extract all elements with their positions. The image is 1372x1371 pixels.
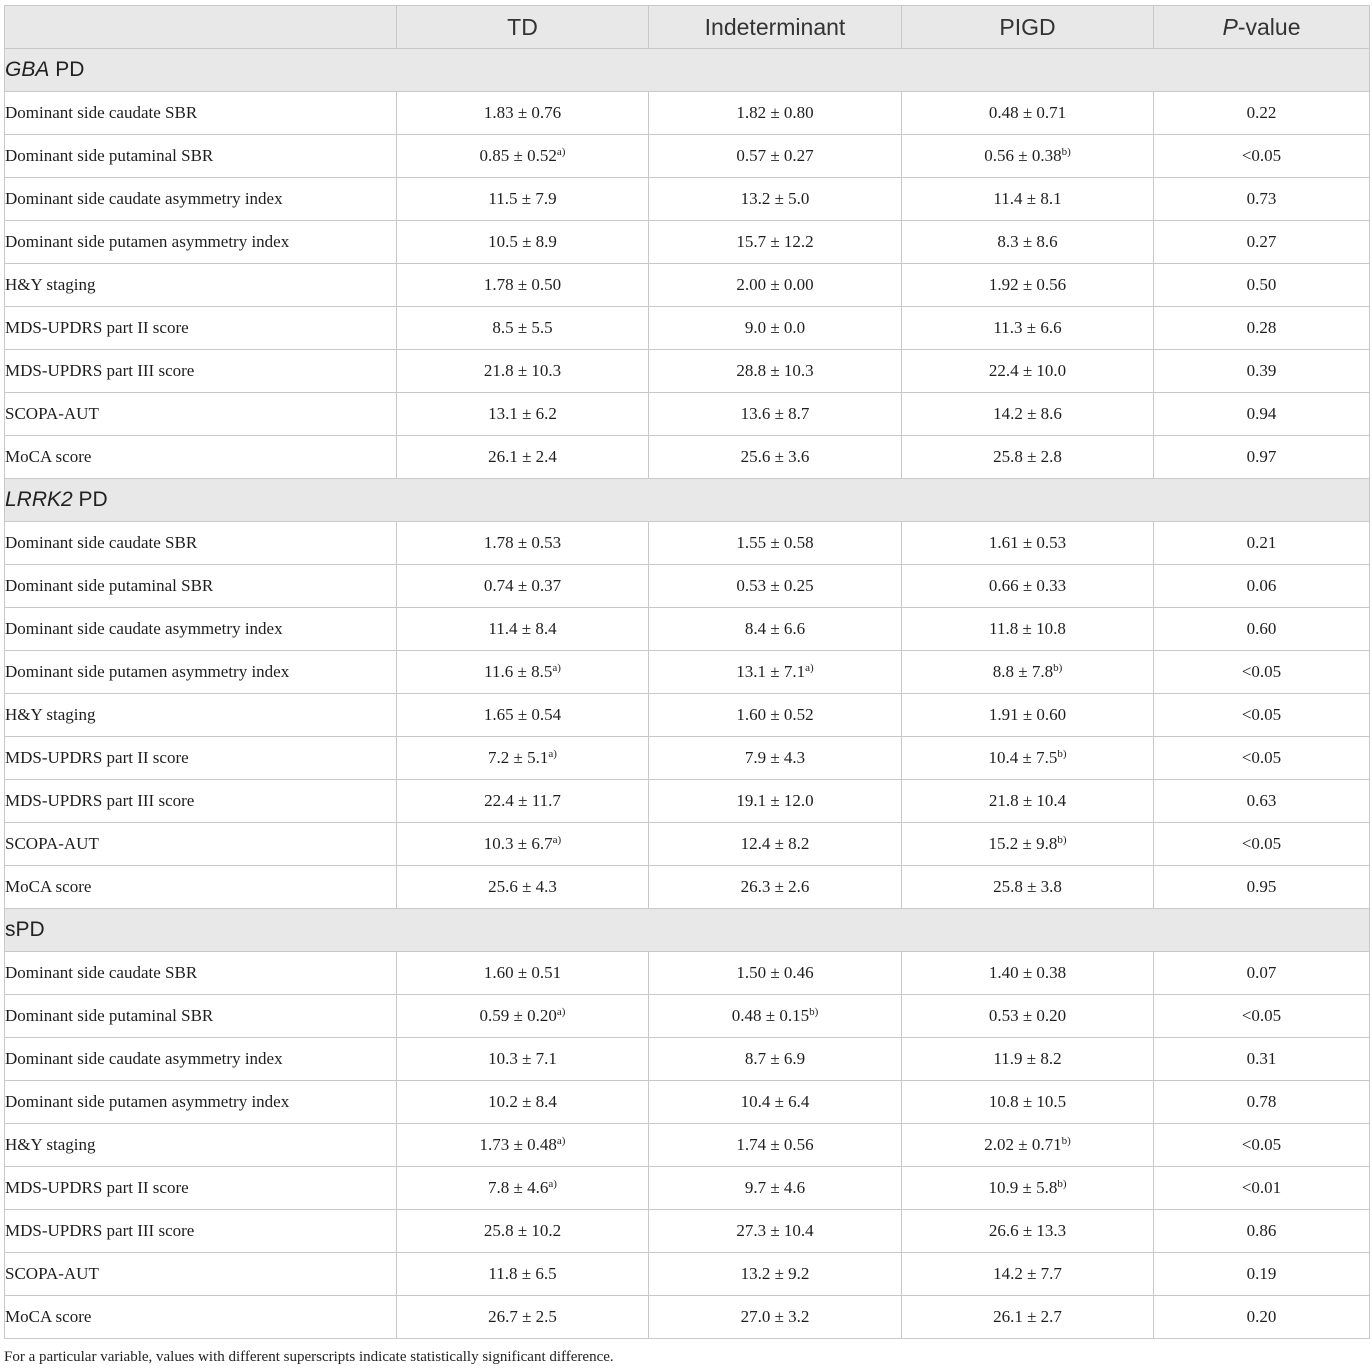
p-value: 0.97 — [1154, 436, 1370, 479]
pigd-value-cell — [902, 737, 1154, 780]
td-value: 25.8 ± 10.2 — [483, 1221, 562, 1240]
indeterminant-value-cell — [649, 737, 902, 780]
td-value-cell — [397, 350, 649, 393]
indeterminant-value-cell — [649, 264, 902, 307]
pigd-value-superscript: b) — [1057, 834, 1067, 846]
td-value-cell — [397, 694, 649, 737]
indeterminant-value-cell — [649, 436, 902, 479]
indeterminant-value: 0.48 ± 0.15 — [731, 1006, 810, 1025]
row-label: SCOPA-AUT — [5, 823, 397, 866]
table-row — [5, 608, 1370, 651]
indeterminant-value: 1.55 ± 0.58 — [736, 533, 814, 552]
p-value: <0.05 — [1154, 737, 1370, 780]
section-name-italic: LRRK2 — [5, 488, 73, 511]
p-value: 0.28 — [1154, 307, 1370, 350]
section-header-row — [5, 479, 1370, 522]
p-value: <0.05 — [1154, 651, 1370, 694]
indeterminant-value: 8.4 ± 6.6 — [744, 619, 806, 638]
section-title — [5, 49, 1370, 92]
indeterminant-value-cell — [649, 393, 902, 436]
table-row — [5, 1081, 1370, 1124]
p-value: 0.06 — [1154, 565, 1370, 608]
row-label: Dominant side putamen asymmetry index — [5, 221, 397, 264]
section-header-row — [5, 909, 1370, 952]
table-row — [5, 307, 1370, 350]
td-value-cell — [397, 651, 649, 694]
td-value-cell — [397, 264, 649, 307]
pigd-value: 10.4 ± 7.5 — [988, 748, 1058, 767]
indeterminant-value: 28.8 ± 10.3 — [736, 361, 814, 380]
row-label: MoCA score — [5, 866, 397, 909]
table-row — [5, 1124, 1370, 1167]
p-value: <0.05 — [1154, 1124, 1370, 1167]
indeterminant-value-cell — [649, 1296, 902, 1339]
pigd-value: 8.3 ± 8.6 — [997, 232, 1058, 251]
pigd-value: 10.8 ± 10.5 — [988, 1092, 1067, 1111]
table-header-row — [5, 6, 1370, 49]
pigd-value-cell — [902, 135, 1154, 178]
td-value-cell — [397, 780, 649, 823]
header-blank — [5, 6, 397, 49]
table-body — [5, 49, 1370, 1339]
p-value: 0.78 — [1154, 1081, 1370, 1124]
pigd-value-superscript: b) — [1061, 1135, 1071, 1147]
pigd-value: 10.9 ± 5.8 — [988, 1178, 1058, 1197]
indeterminant-value: 25.6 ± 3.6 — [740, 447, 810, 466]
indeterminant-value-cell — [649, 1124, 902, 1167]
td-value-cell — [397, 1038, 649, 1081]
pigd-value-cell — [902, 608, 1154, 651]
pigd-value-cell — [902, 1038, 1154, 1081]
indeterminant-value-cell — [649, 866, 902, 909]
pigd-value-cell — [902, 651, 1154, 694]
indeterminant-value: 0.53 ± 0.25 — [736, 576, 814, 595]
p-value: 0.95 — [1154, 866, 1370, 909]
indeterminant-value-cell — [649, 995, 902, 1038]
table-row — [5, 393, 1370, 436]
table-row — [5, 221, 1370, 264]
pigd-value-superscript: b) — [1057, 748, 1067, 760]
table-row — [5, 651, 1370, 694]
pigd-value-cell — [902, 1167, 1154, 1210]
header-td: TD — [397, 6, 649, 49]
indeterminant-value: 2.00 ± 0.00 — [736, 275, 814, 294]
row-label: Dominant side putamen asymmetry index — [5, 1081, 397, 1124]
td-value-superscript: a) — [548, 748, 557, 760]
indeterminant-value: 0.57 ± 0.27 — [736, 146, 814, 165]
td-value: 1.65 ± 0.54 — [483, 705, 562, 724]
td-value-cell — [397, 221, 649, 264]
td-value: 10.5 ± 8.9 — [488, 232, 557, 251]
td-value-cell — [397, 1167, 649, 1210]
td-value-superscript: a) — [556, 146, 566, 158]
p-value: 0.39 — [1154, 350, 1370, 393]
td-value-cell — [397, 995, 649, 1038]
table-row — [5, 1167, 1370, 1210]
row-label: MDS-UPDRS part II score — [5, 307, 397, 350]
td-value: 11.5 ± 7.9 — [488, 189, 557, 208]
indeterminant-value-cell — [649, 651, 902, 694]
table-row — [5, 823, 1370, 866]
indeterminant-value-cell — [649, 307, 902, 350]
pigd-value: 14.2 ± 8.6 — [993, 404, 1062, 423]
pigd-value-cell — [902, 565, 1154, 608]
indeterminant-value-cell — [649, 1081, 902, 1124]
td-value-cell — [397, 866, 649, 909]
indeterminant-value-cell — [649, 565, 902, 608]
pigd-value-cell — [902, 1081, 1154, 1124]
pigd-value: 11.3 ± 6.6 — [993, 318, 1062, 337]
table-row — [5, 135, 1370, 178]
p-value: <0.01 — [1154, 1167, 1370, 1210]
pigd-value: 25.8 ± 2.8 — [993, 447, 1062, 466]
indeterminant-value-cell — [649, 92, 902, 135]
indeterminant-value: 7.9 ± 4.3 — [744, 748, 806, 767]
pigd-value-cell — [902, 436, 1154, 479]
row-label: Dominant side caudate asymmetry index — [5, 178, 397, 221]
p-value: 0.73 — [1154, 178, 1370, 221]
table-row — [5, 737, 1370, 780]
header-p-rest: -value — [1237, 13, 1301, 40]
table-row — [5, 866, 1370, 909]
td-value-cell — [397, 393, 649, 436]
pigd-value-cell — [902, 264, 1154, 307]
p-value: 0.27 — [1154, 221, 1370, 264]
td-value: 1.78 ± 0.53 — [483, 533, 562, 552]
pigd-value: 26.1 ± 2.7 — [993, 1307, 1062, 1326]
pigd-value-cell — [902, 995, 1154, 1038]
td-value: 13.1 ± 6.2 — [488, 404, 557, 423]
row-label: Dominant side putamen asymmetry index — [5, 651, 397, 694]
pigd-value-cell — [902, 393, 1154, 436]
row-label: Dominant side caudate asymmetry index — [5, 1038, 397, 1081]
p-value: 0.50 — [1154, 264, 1370, 307]
section-name-rest: PD — [49, 58, 85, 81]
table-row — [5, 565, 1370, 608]
section-name-rest: sPD — [5, 918, 45, 941]
pigd-value: 1.92 ± 0.56 — [988, 275, 1067, 294]
p-value: 0.31 — [1154, 1038, 1370, 1081]
td-value: 26.1 ± 2.4 — [488, 447, 557, 466]
indeterminant-value-superscript: b) — [809, 1006, 819, 1018]
td-value-superscript: a) — [552, 662, 561, 674]
td-value: 1.73 ± 0.48 — [479, 1135, 557, 1154]
td-value-superscript: a) — [552, 834, 562, 846]
row-label: Dominant side putaminal SBR — [5, 995, 397, 1038]
table-row — [5, 1038, 1370, 1081]
row-label: MoCA score — [5, 436, 397, 479]
table-row — [5, 995, 1370, 1038]
p-value: 0.19 — [1154, 1253, 1370, 1296]
table-row — [5, 92, 1370, 135]
table-row — [5, 1253, 1370, 1296]
pigd-value: 14.2 ± 7.7 — [993, 1264, 1062, 1283]
td-value-cell — [397, 737, 649, 780]
td-value-cell — [397, 436, 649, 479]
pigd-value: 0.66 ± 0.33 — [988, 576, 1067, 595]
td-value: 10.3 ± 7.1 — [488, 1049, 557, 1068]
row-label: Dominant side caudate asymmetry index — [5, 608, 397, 651]
indeterminant-value-cell — [649, 1253, 902, 1296]
indeterminant-value-cell — [649, 608, 902, 651]
header-p-italic: P — [1222, 13, 1238, 40]
pigd-value: 25.8 ± 3.8 — [993, 877, 1062, 896]
table-footnote: For a particular variable, values with different superscripts indicate statistically significant difference. — [4, 1349, 614, 1365]
p-value: 0.63 — [1154, 780, 1370, 823]
pigd-value-cell — [902, 92, 1154, 135]
p-value: 0.94 — [1154, 393, 1370, 436]
pigd-value: 0.53 ± 0.20 — [988, 1006, 1067, 1025]
pigd-value-cell — [902, 866, 1154, 909]
indeterminant-value: 19.1 ± 12.0 — [736, 791, 814, 810]
indeterminant-value: 12.4 ± 8.2 — [740, 834, 810, 853]
section-header-row — [5, 49, 1370, 92]
table-row — [5, 1296, 1370, 1339]
td-value: 26.7 ± 2.5 — [488, 1307, 557, 1326]
td-value-cell — [397, 307, 649, 350]
td-value: 22.4 ± 11.7 — [484, 791, 561, 810]
row-label: MDS-UPDRS part III score — [5, 350, 397, 393]
indeterminant-value-cell — [649, 1038, 902, 1081]
td-value: 0.85 ± 0.52 — [479, 146, 557, 165]
results-table — [4, 5, 1370, 1339]
pigd-value-cell — [902, 1210, 1154, 1253]
td-value: 11.8 ± 6.5 — [488, 1264, 557, 1283]
td-value: 7.2 ± 5.1 — [488, 748, 549, 767]
indeterminant-value-cell — [649, 823, 902, 866]
pigd-value-cell — [902, 952, 1154, 995]
td-value-cell — [397, 952, 649, 995]
indeterminant-value: 13.2 ± 5.0 — [740, 189, 810, 208]
pigd-value-cell — [902, 694, 1154, 737]
p-value: 0.21 — [1154, 522, 1370, 565]
row-label: MDS-UPDRS part III score — [5, 780, 397, 823]
indeterminant-value-superscript: a) — [805, 662, 814, 674]
indeterminant-value-cell — [649, 952, 902, 995]
row-label: MDS-UPDRS part III score — [5, 1210, 397, 1253]
row-label: Dominant side caudate SBR — [5, 92, 397, 135]
pigd-value-cell — [902, 1124, 1154, 1167]
td-value-cell — [397, 1296, 649, 1339]
row-label: H&Y staging — [5, 264, 397, 307]
table-row — [5, 694, 1370, 737]
indeterminant-value: 1.60 ± 0.52 — [736, 705, 814, 724]
indeterminant-value: 13.1 ± 7.1 — [736, 662, 806, 681]
td-value-superscript: a) — [556, 1006, 566, 1018]
indeterminant-value: 13.6 ± 8.7 — [740, 404, 810, 423]
pigd-value: 1.61 ± 0.53 — [988, 533, 1067, 552]
pigd-value: 11.9 ± 8.2 — [993, 1049, 1062, 1068]
p-value: 0.22 — [1154, 92, 1370, 135]
td-value-superscript: a) — [548, 1178, 557, 1190]
header-pigd: PIGD — [902, 6, 1154, 49]
table-row — [5, 264, 1370, 307]
row-label: Dominant side caudate SBR — [5, 952, 397, 995]
pigd-value: 22.4 ± 10.0 — [988, 361, 1067, 380]
p-value: 0.20 — [1154, 1296, 1370, 1339]
td-value-cell — [397, 92, 649, 135]
td-value-superscript: a) — [556, 1135, 566, 1147]
indeterminant-value: 1.74 ± 0.56 — [736, 1135, 814, 1154]
table-row — [5, 350, 1370, 393]
table-row — [5, 522, 1370, 565]
pigd-value: 11.8 ± 10.8 — [989, 619, 1066, 638]
section-name-italic: GBA — [5, 58, 50, 81]
td-value-cell — [397, 565, 649, 608]
table-row — [5, 1210, 1370, 1253]
indeterminant-value: 9.7 ± 4.6 — [744, 1178, 806, 1197]
indeterminant-value: 9.0 ± 0.0 — [744, 318, 806, 337]
td-value: 11.4 ± 8.4 — [488, 619, 557, 638]
indeterminant-value-cell — [649, 1167, 902, 1210]
indeterminant-value: 10.4 ± 6.4 — [740, 1092, 810, 1111]
p-value: <0.05 — [1154, 823, 1370, 866]
td-value-cell — [397, 522, 649, 565]
pigd-value-superscript: b) — [1053, 662, 1063, 674]
td-value-cell — [397, 1253, 649, 1296]
indeterminant-value: 27.0 ± 3.2 — [740, 1307, 810, 1326]
indeterminant-value-cell — [649, 780, 902, 823]
header-indeterminant: Indeterminant — [649, 6, 902, 49]
td-value: 0.59 ± 0.20 — [479, 1006, 557, 1025]
td-value: 1.60 ± 0.51 — [483, 963, 562, 982]
p-value: <0.05 — [1154, 135, 1370, 178]
indeterminant-value: 13.2 ± 9.2 — [740, 1264, 810, 1283]
row-label: H&Y staging — [5, 694, 397, 737]
pigd-value-superscript: b) — [1061, 146, 1071, 158]
td-value-cell — [397, 608, 649, 651]
td-value: 11.6 ± 8.5 — [484, 662, 553, 681]
row-label: Dominant side putaminal SBR — [5, 135, 397, 178]
p-value: 0.60 — [1154, 608, 1370, 651]
td-value-cell — [397, 1210, 649, 1253]
section-title — [5, 909, 1370, 952]
pigd-value-cell — [902, 522, 1154, 565]
td-value: 8.5 ± 5.5 — [492, 318, 553, 337]
table-row — [5, 436, 1370, 479]
row-label: MoCA score — [5, 1296, 397, 1339]
header-p-value — [1154, 6, 1370, 49]
indeterminant-value: 1.82 ± 0.80 — [736, 103, 814, 122]
pigd-value-cell — [902, 221, 1154, 264]
indeterminant-value: 26.3 ± 2.6 — [740, 877, 810, 896]
pigd-value: 26.6 ± 13.3 — [988, 1221, 1067, 1240]
section-title — [5, 479, 1370, 522]
td-value-cell — [397, 823, 649, 866]
p-value: 0.07 — [1154, 952, 1370, 995]
indeterminant-value-cell — [649, 1210, 902, 1253]
td-value: 21.8 ± 10.3 — [483, 361, 562, 380]
td-value-cell — [397, 1081, 649, 1124]
table-row — [5, 780, 1370, 823]
indeterminant-value-cell — [649, 221, 902, 264]
pigd-value: 21.8 ± 10.4 — [988, 791, 1067, 810]
p-value: <0.05 — [1154, 995, 1370, 1038]
row-label: MDS-UPDRS part II score — [5, 1167, 397, 1210]
indeterminant-value-cell — [649, 694, 902, 737]
indeterminant-value-cell — [649, 178, 902, 221]
indeterminant-value-cell — [649, 135, 902, 178]
pigd-value-cell — [902, 350, 1154, 393]
pigd-value-cell — [902, 823, 1154, 866]
pigd-value-cell — [902, 1253, 1154, 1296]
table-row — [5, 178, 1370, 221]
pigd-value-cell — [902, 178, 1154, 221]
td-value: 25.6 ± 4.3 — [488, 877, 557, 896]
pigd-value-cell — [902, 1296, 1154, 1339]
indeterminant-value: 8.7 ± 6.9 — [744, 1049, 806, 1068]
pigd-value: 11.4 ± 8.1 — [993, 189, 1062, 208]
pigd-value: 15.2 ± 9.8 — [988, 834, 1058, 853]
pigd-value: 1.40 ± 0.38 — [988, 963, 1067, 982]
row-label: SCOPA-AUT — [5, 393, 397, 436]
td-value: 0.74 ± 0.37 — [483, 576, 562, 595]
indeterminant-value: 15.7 ± 12.2 — [736, 232, 814, 251]
td-value: 1.83 ± 0.76 — [483, 103, 562, 122]
pigd-value-cell — [902, 780, 1154, 823]
pigd-value: 8.8 ± 7.8 — [992, 662, 1054, 681]
pigd-value: 0.56 ± 0.38 — [984, 146, 1062, 165]
row-label: Dominant side putaminal SBR — [5, 565, 397, 608]
td-value: 7.8 ± 4.6 — [488, 1178, 549, 1197]
row-label: MDS-UPDRS part II score — [5, 737, 397, 780]
pigd-value-cell — [902, 307, 1154, 350]
indeterminant-value: 27.3 ± 10.4 — [736, 1221, 814, 1240]
td-value: 1.78 ± 0.50 — [483, 275, 562, 294]
table-row — [5, 952, 1370, 995]
pigd-value: 0.48 ± 0.71 — [988, 103, 1067, 122]
p-value: 0.86 — [1154, 1210, 1370, 1253]
pigd-value-superscript: b) — [1057, 1178, 1067, 1190]
row-label: SCOPA-AUT — [5, 1253, 397, 1296]
pigd-value: 1.91 ± 0.60 — [988, 705, 1067, 724]
td-value-cell — [397, 135, 649, 178]
indeterminant-value: 1.50 ± 0.46 — [736, 963, 814, 982]
row-label: Dominant side caudate SBR — [5, 522, 397, 565]
td-value: 10.2 ± 8.4 — [488, 1092, 557, 1111]
pigd-value: 2.02 ± 0.71 — [984, 1135, 1062, 1154]
p-value: <0.05 — [1154, 694, 1370, 737]
td-value-cell — [397, 178, 649, 221]
td-value: 10.3 ± 6.7 — [483, 834, 553, 853]
row-label: H&Y staging — [5, 1124, 397, 1167]
indeterminant-value-cell — [649, 522, 902, 565]
indeterminant-value-cell — [649, 350, 902, 393]
section-name-rest: PD — [72, 488, 108, 511]
td-value-cell — [397, 1124, 649, 1167]
